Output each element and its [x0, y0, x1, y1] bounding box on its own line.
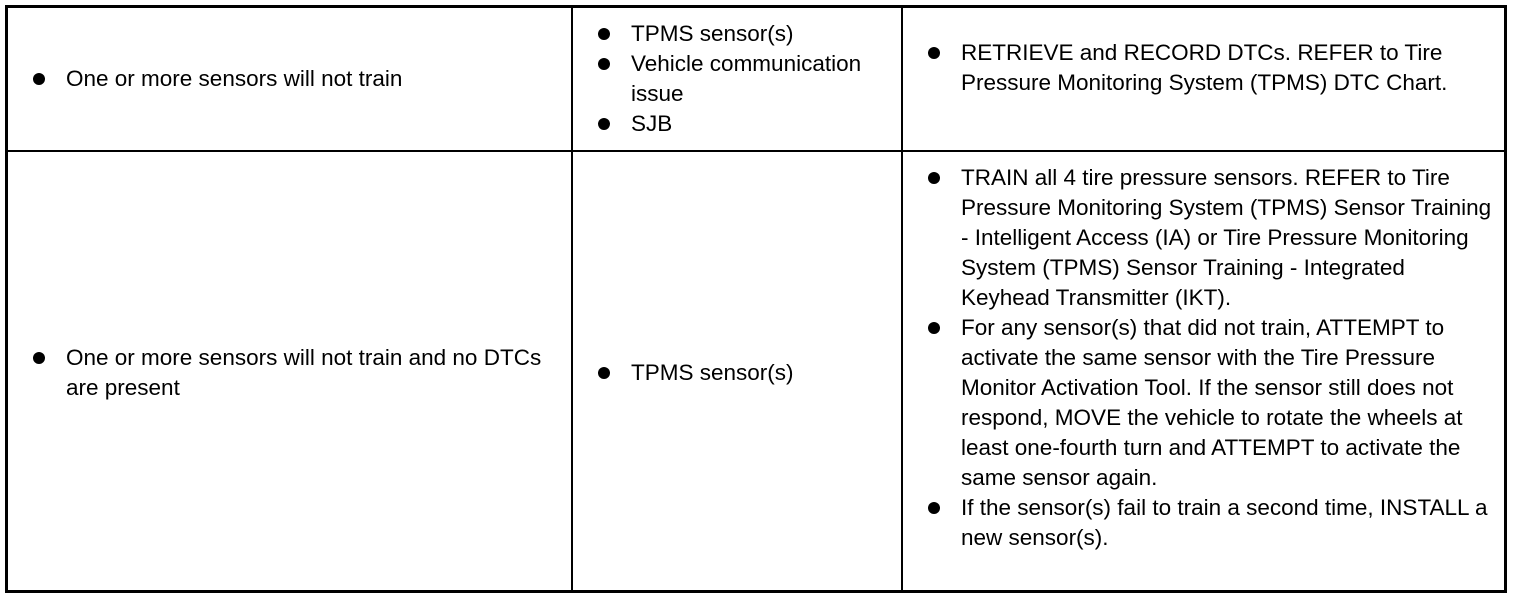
condition-item: One or more sensors will not train	[30, 64, 551, 94]
action-item: If the sensor(s) fail to train a second time, INSTALL a new sensor(s).	[925, 493, 1498, 553]
condition-cell	[8, 8, 573, 150]
condition-list	[30, 64, 551, 94]
cause-item: TPMS sensor(s)	[595, 19, 891, 49]
action-item: For any sensor(s) that did not train, ATTEMPT to activate the same sensor with the Tire Pressure Monitor Activation Tool. If the sensor still does not respond, MOVE the vehicle to rotate the wheels at least one-fourth turn and ATTEMPT to activate the same sensor again.	[925, 313, 1498, 493]
action-item: RETRIEVE and RECORD DTCs. REFER to Tire Pressure Monitoring System (TPMS) DTC Chart.	[925, 38, 1498, 98]
cause-list	[595, 19, 891, 139]
action-cell	[903, 8, 1504, 150]
action-item: TRAIN all 4 tire pressure sensors. REFER to Tire Pressure Monitoring System (TPMS) Sensor Training - Intelligent Access (IA) or Tire Pressure Monitoring System (TPMS) Sensor Training - Integrated Keyhead Transmitter (IKT).	[925, 163, 1498, 313]
action-list	[925, 38, 1498, 98]
table-row	[8, 152, 1504, 593]
cause-list	[595, 358, 891, 388]
cause-item: TPMS sensor(s)	[595, 358, 891, 388]
action-cell	[903, 152, 1504, 593]
table-row	[8, 8, 1504, 152]
condition-item: One or more sensors will not train and no DTCs are present	[30, 343, 551, 403]
condition-cell	[8, 152, 573, 593]
diagnostic-table	[5, 5, 1507, 593]
condition-list	[30, 343, 551, 403]
action-list	[925, 163, 1498, 553]
cause-item: Vehicle communication issue	[595, 49, 891, 109]
cause-cell	[573, 152, 903, 593]
cause-item: SJB	[595, 109, 891, 139]
cause-cell	[573, 8, 903, 150]
